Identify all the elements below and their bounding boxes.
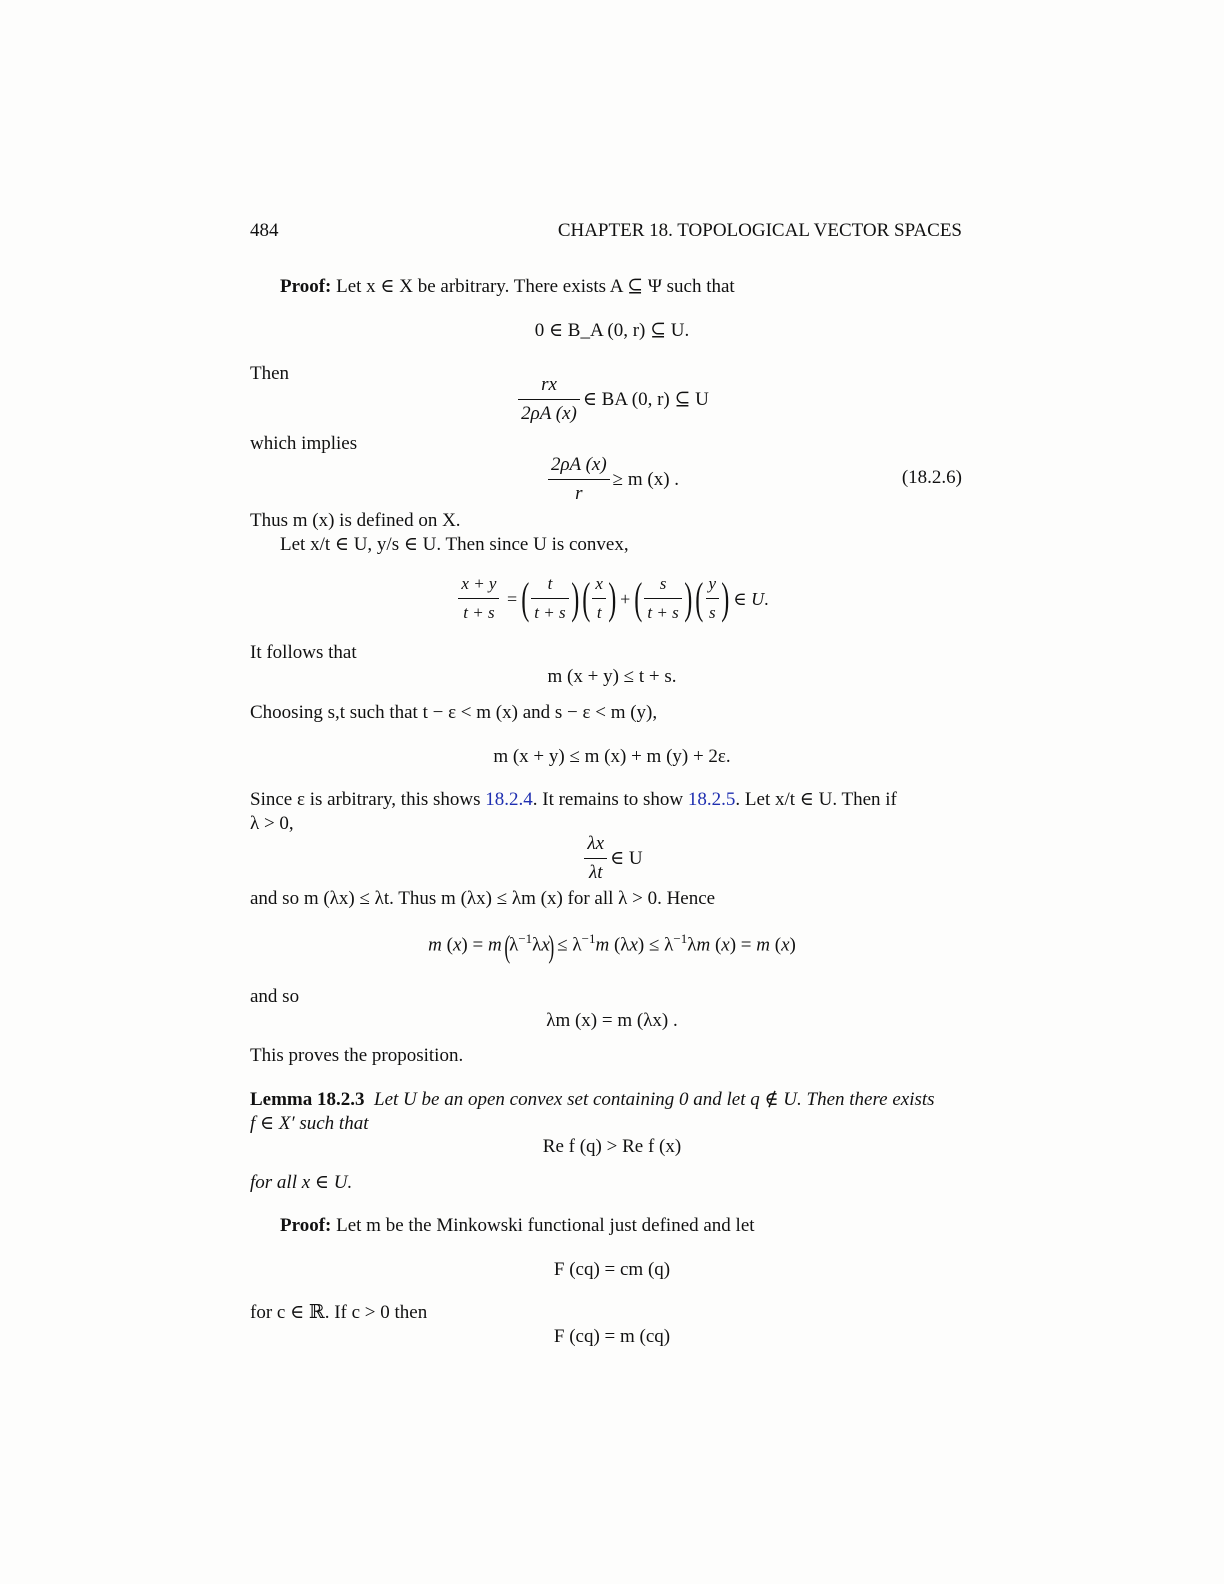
lemma-text-line-3: for all x ∈ U. xyxy=(250,1172,353,1193)
lemma-heading: Lemma 18.2.3 xyxy=(250,1089,365,1110)
text-choosing: Choosing s,t such that t − ε < m (x) and s − ε < m (y), xyxy=(250,702,658,723)
equation-ball: 0 ∈ B_A (0, r) ⊆ U. xyxy=(534,320,690,341)
denominator: r xyxy=(575,483,583,504)
proof-heading: Proof: xyxy=(280,1215,332,1236)
denominator: λt xyxy=(588,862,603,883)
text-and-so: and so xyxy=(250,986,300,1007)
text-for-c: for c ∈ ℝ. If c > 0 then xyxy=(250,1302,428,1323)
text-since-arbitrary: Since ε is arbitrary, this shows 18.2.4. It remains to show 18.2.5. Let x/t ∈ U. Then if xyxy=(250,789,897,810)
equation-number: (18.2.6) xyxy=(901,467,962,488)
numerator: 2ρA (x) xyxy=(548,453,610,480)
fraction xyxy=(518,373,580,426)
lemma-text-line-2: f ∈ X′ such that xyxy=(250,1113,369,1134)
numerator: λx xyxy=(584,832,607,859)
equation-rhs: ∈ U xyxy=(610,847,643,869)
text-and-so-homogeneity: and so m (λx) ≤ λt. Thus m (λx) ≤ λm (x) for all λ > 0. Hence xyxy=(250,888,716,909)
numerator: rx xyxy=(518,373,580,400)
equation-link-18-2-4[interactable]: 18.2.4 xyxy=(485,789,533,810)
proof-line: Let m be the Minkowski functional just defined and let xyxy=(331,1215,755,1236)
equation-subadditivity: m (x + y) ≤ m (x) + m (y) + 2ε. xyxy=(493,746,731,767)
text-lambda-positive: λ > 0, xyxy=(250,813,294,834)
proof-opening xyxy=(280,275,735,299)
equation-link-18-2-5[interactable]: 18.2.5 xyxy=(687,789,736,810)
proof-line: Let x ∈ X be arbitrary. There exists A ⊆ Ψ such that xyxy=(331,276,735,297)
equation-convex-combination: $\frac{x + y}{t + s}$ = ( $\frac{t}{t + s}$ ) ( $\frac{x}{t}$ ) + ( $\frac{s}{t + s}$ ) ( $\frac{y}{s}$ ) ∈ U. xyxy=(0,572,1224,625)
lemma-equation: Re f (q) > Re f (x) xyxy=(542,1136,682,1157)
denominator: 2ρA (x) xyxy=(521,403,577,424)
equation-rhs: ∈ BA (0, r) ⊆ U xyxy=(582,388,709,410)
proof2-opening xyxy=(280,1214,755,1238)
equation-functional-positive: F (cq) = m (cq) xyxy=(553,1326,671,1347)
running-title: CHAPTER 18. TOPOLOGICAL VECTOR SPACES xyxy=(557,220,962,241)
equation-homogeneity: λm (x) = m (λx) . xyxy=(546,1010,678,1031)
lemma-text: Let U be an open convex set containing 0 and let q ∉ U. Then there exists xyxy=(374,1089,935,1110)
equation-subadditive-bound: m (x + y) ≤ t + s. xyxy=(547,666,677,687)
text-let-convex: Let x/t ∈ U, y/s ∈ U. Then since U is convex, xyxy=(280,534,629,555)
text-which-implies: which implies xyxy=(250,433,358,454)
equation-scaled-point xyxy=(0,373,1224,426)
proof-heading: Proof: xyxy=(280,276,332,297)
fraction-sum: $\frac{x + y}{t + s}$ xyxy=(458,572,499,625)
equation-lambda-chain: m (x) = m $(\lambda^{-1}\lambda x) \le \lambda^{-1}m$ $(\lambda x) \le \lambda^{-1}\lambda m$ (x) = m (x) xyxy=(428,928,796,964)
text-proves-proposition: This proves the proposition. xyxy=(250,1045,464,1066)
equation-minkowski-bound xyxy=(0,453,1224,506)
equation-lambda-ratio xyxy=(0,832,1224,885)
equation-functional-def: F (cq) = cm (q) xyxy=(553,1259,671,1280)
text-thus-defined: Thus m (x) is defined on X. xyxy=(250,510,461,531)
fraction xyxy=(584,832,607,885)
text-then: Then xyxy=(250,363,290,384)
lemma-statement xyxy=(250,1088,935,1112)
fraction xyxy=(548,453,610,506)
text-it-follows: It follows that xyxy=(250,642,357,663)
equation-rhs: ≥ m (x) . xyxy=(612,468,680,490)
page-number: 484 xyxy=(250,220,279,241)
